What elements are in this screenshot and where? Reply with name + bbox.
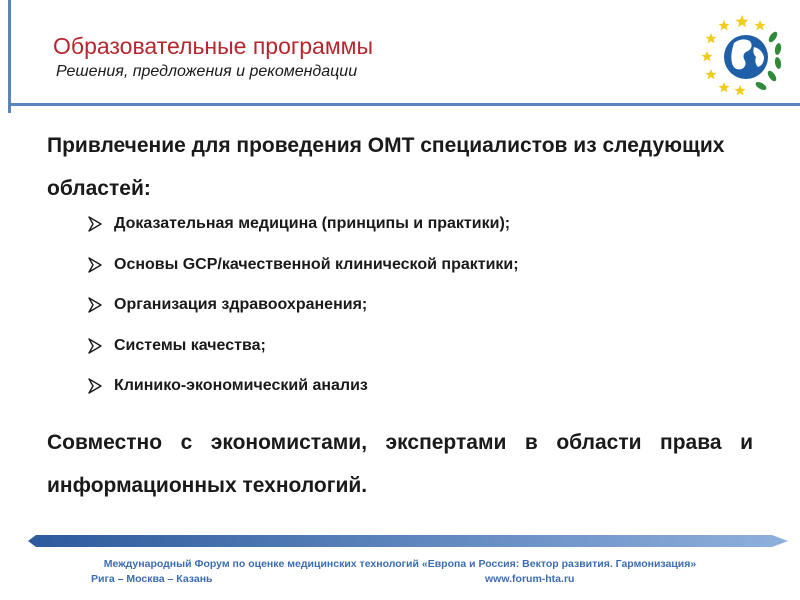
footer-forum-title: Международный Форум по оценке медицинских технологий «Европа и Россия: Вектор развития. Гармонизация» <box>103 558 697 570</box>
list-item <box>88 334 768 375</box>
arrow-bullet-icon <box>88 338 102 354</box>
arrow-bullet-icon <box>88 297 102 313</box>
arrow-bullet-icon <box>88 216 102 232</box>
list-item-text: Клинико-экономический анализ <box>114 377 368 394</box>
closing-paragraph: Совместно с экономистами, экспертами в области права и информационных технологий. <box>47 431 753 497</box>
arrow-bullet-icon <box>88 257 102 273</box>
header-divider <box>8 103 800 106</box>
list-item <box>88 212 768 253</box>
bullet-list <box>88 212 768 415</box>
list-item-text: Системы качества; <box>114 336 266 354</box>
list-item <box>88 293 768 334</box>
list-item-text: Организация здравоохранения; <box>114 296 368 313</box>
list-item <box>88 374 768 415</box>
list-item-text: Основы GCP/качественной клинической практики; <box>114 255 519 273</box>
list-item-text: Доказательная медицина (принципы и практики); <box>114 215 511 232</box>
globe-with-stars-icon <box>700 13 784 97</box>
list-item <box>88 253 768 294</box>
footer-url-link[interactable]: www.forum-hta.ru <box>485 573 575 585</box>
arrow-bullet-icon <box>88 378 102 394</box>
lead-paragraph: Привлечение для проведения ОМТ специалистов из следующих областей: <box>47 134 725 200</box>
footer-divider-arrow <box>28 533 788 549</box>
footer-cities: Рига – Москва – Казань <box>91 573 213 585</box>
header-left-rule <box>8 0 11 113</box>
slide-subtitle: Решения, предложения и рекомендации <box>56 63 358 80</box>
slide-title: Образовательные программы <box>53 33 374 59</box>
